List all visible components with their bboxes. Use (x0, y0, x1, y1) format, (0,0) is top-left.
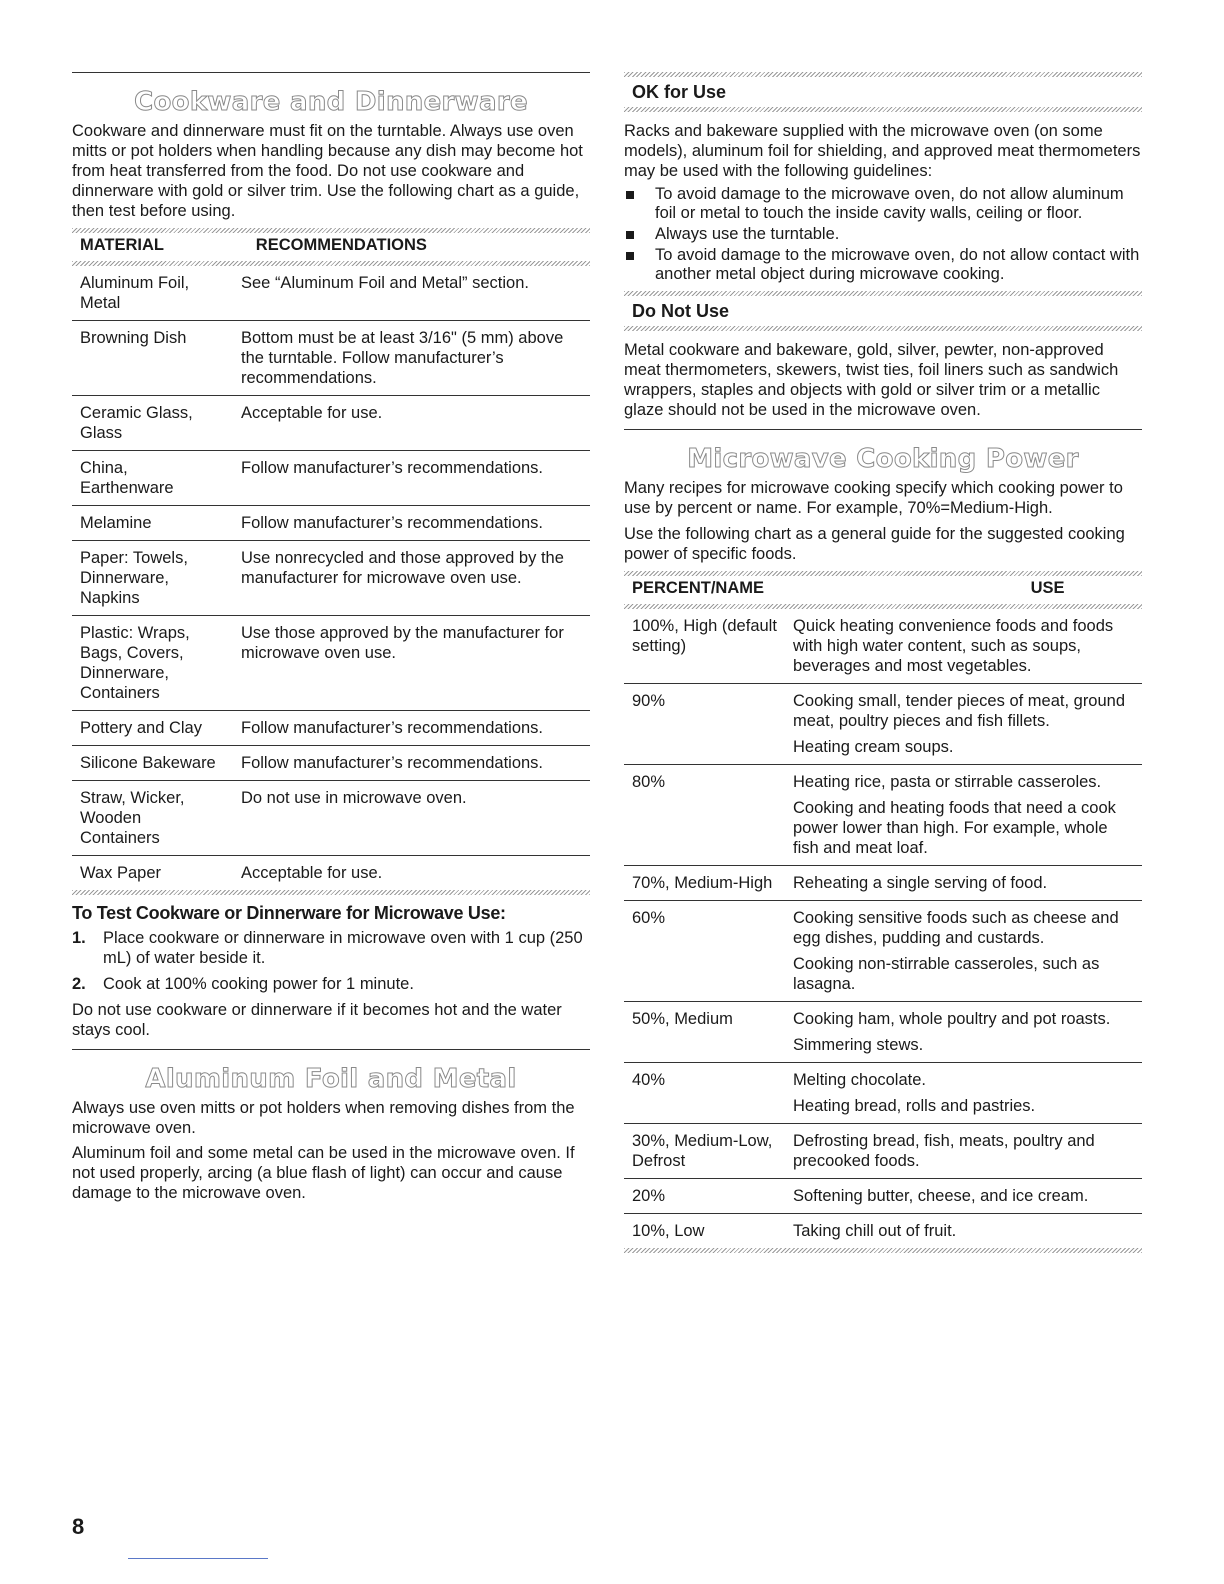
recommendation-cell: Follow manufacturer’s recommendations. (233, 506, 590, 541)
power-level-cell: 60% (624, 901, 785, 1002)
material-row (72, 321, 590, 396)
power-row (624, 866, 1142, 901)
recommendation-cell: Bottom must be at least 3/16" (5 mm) above the turntable. Follow manufacturer’s recommendations. (233, 321, 590, 396)
power-use-cell (785, 1002, 1142, 1063)
use-header: USE (1030, 579, 1065, 597)
power-title: Microwave Cooking Power (687, 444, 1079, 474)
material-cell: Silicone Bakeware (72, 746, 233, 781)
recommendation-cell: Acceptable for use. (233, 856, 590, 891)
material-row (72, 506, 590, 541)
power-level-cell: 40% (624, 1063, 785, 1124)
power-level-cell: 90% (624, 684, 785, 765)
ok-intro: Racks and bakeware supplied with the microwave oven (on some models), aluminum foil for shielding, and approved meat thermometers may be used with the following guidelines: (624, 122, 1141, 180)
power-level-cell: 10%, Low (624, 1214, 785, 1249)
use-text: Defrosting bread, fish, meats, poultry and precooked foods. (793, 1132, 1095, 1170)
ok-for-use-heading: OK for Use (632, 82, 727, 102)
material-row (72, 616, 590, 711)
material-cell: Melamine (72, 506, 233, 541)
power-row (624, 1002, 1142, 1063)
recommendation-cell: Use those approved by the manufacturer for microwave oven use. (233, 616, 590, 711)
ok-bullets (624, 185, 1142, 284)
power-level-cell: 50%, Medium (624, 1002, 785, 1063)
power-use-cell (785, 684, 1142, 765)
power-row (624, 1063, 1142, 1124)
power-level-cell: 100%, High (default setting) (632, 617, 777, 655)
step-item (72, 974, 590, 994)
right-column (624, 0, 1142, 1253)
material-cell: China, Earthenware (72, 451, 233, 506)
power-use-cell (785, 866, 1142, 901)
material-table (72, 233, 590, 261)
power-use-cell (785, 1179, 1142, 1214)
step-number: 2. (72, 975, 86, 993)
material-table-body (72, 266, 590, 890)
use-text: Heating cream soups. (793, 738, 954, 756)
power-use-cell (785, 901, 1142, 1002)
cookware-intro: Cookware and dinnerware must fit on the turntable. Always use oven mitts or pot holders when handling because any dish may become hot from heat transferred from the food. Do not use cookware and dinnerware with gold or silver trim. Use the following chart as a guide, then test before using. (72, 122, 583, 220)
step-item (72, 928, 590, 968)
test-heading: To Test Cookware or Dinnerware for Microwave Use: (72, 903, 506, 923)
material-cell: Straw, Wicker, Wooden Containers (72, 781, 233, 856)
power-level-cell: 80% (624, 765, 785, 866)
power-level-cell: 30%, Medium-Low, Defrost (624, 1124, 785, 1179)
use-text: Quick heating convenience foods and foods with high water content, such as soups, beverages and most vegetables. (793, 617, 1114, 675)
use-text: Melting chocolate. (793, 1071, 926, 1089)
power-row (624, 901, 1142, 1002)
recommendation-cell: See “Aluminum Foil and Metal” section. (241, 274, 529, 292)
use-text: Heating bread, rolls and pastries. (793, 1097, 1036, 1115)
use-text: Softening butter, cheese, and ice cream. (793, 1187, 1089, 1205)
aluminum-p2: Aluminum foil and some metal can be used in the microwave oven. If not used properly, arcing (a blue flash of light) can occur and cause damage to the microwave oven. (72, 1144, 575, 1202)
material-cell: Paper: Towels, Dinnerware, Napkins (72, 541, 233, 616)
bullet-item: To avoid damage to the microwave oven, do not allow aluminum foil or metal to touch the inside cavity walls, ceiling or floor. (624, 185, 1142, 223)
do-not-use-heading: Do Not Use (632, 301, 730, 321)
power-row (624, 1214, 1142, 1249)
material-cell: Pottery and Clay (72, 711, 233, 746)
power-use-cell (785, 1214, 1142, 1249)
material-cell: Aluminum Foil, Metal (80, 274, 190, 312)
use-text: Cooking sensitive foods such as cheese and egg dishes, pudding and custards. (793, 909, 1119, 947)
table-divider (624, 1248, 1142, 1253)
power-use-cell (785, 609, 1142, 684)
aluminum-title: Aluminum Foil and Metal (145, 1064, 517, 1094)
power-p2: Use the following chart as a general guide for the suggested cooking power of specific foods. (624, 525, 1125, 563)
power-table (624, 576, 1142, 604)
power-level-cell: 70%, Medium-High (624, 866, 785, 901)
recommendation-cell: Acceptable for use. (233, 396, 590, 451)
use-text: Heating rice, pasta or stirrable casseroles. (793, 773, 1102, 791)
material-cell: Wax Paper (72, 856, 233, 891)
use-text: Cooking small, tender pieces of meat, ground meat, poultry pieces and fish fillets. (793, 692, 1126, 730)
power-p1: Many recipes for microwave cooking specify which cooking power to use by percent or name. For example, 70%=Medium-High. (624, 479, 1123, 517)
footer-line (128, 1558, 268, 1559)
bullet-item: To avoid damage to the microwave oven, do not allow contact with another metal object during microwave cooking. (624, 246, 1142, 284)
use-text: Taking chill out of fruit. (793, 1222, 957, 1240)
power-use-cell (785, 765, 1142, 866)
material-row (72, 746, 590, 781)
material-row (72, 541, 590, 616)
power-table-body (624, 609, 1142, 1248)
use-text: Cooking non-stirrable casseroles, such as lasagna. (793, 955, 1100, 993)
test-steps (72, 928, 590, 994)
use-text: Reheating a single serving of food. (793, 874, 1048, 892)
use-text: Simmering stews. (793, 1036, 924, 1054)
recommendations-header: RECOMMENDATIONS (255, 236, 427, 254)
step-text: Cook at 100% cooking power for 1 minute. (103, 975, 414, 993)
recommendation-cell: Follow manufacturer’s recommendations. (233, 451, 590, 506)
use-text: Cooking ham, whole poultry and pot roasts. (793, 1010, 1111, 1028)
material-row (72, 781, 590, 856)
material-cell: Plastic: Wraps, Bags, Covers, Dinnerware, Containers (72, 616, 233, 711)
material-cell: Ceramic Glass, Glass (72, 396, 233, 451)
cookware-title: Cookware and Dinnerware (134, 87, 528, 117)
percent-header: PERCENT/NAME (632, 579, 765, 597)
material-row (72, 266, 590, 321)
power-row (624, 609, 1142, 684)
power-use-cell (785, 1063, 1142, 1124)
aluminum-p1: Always use oven mitts or pot holders when removing dishes from the microwave oven. (72, 1099, 575, 1137)
page-number: 8 (72, 1514, 85, 1539)
do-not-use-text: Metal cookware and bakeware, gold, silver, pewter, non-approved meat thermometers, skewers, twist ties, foil liners such as sandwich wrappers, staples and objects with gold or silver trim or a metallic glaze should not be used in the microwave oven. (624, 341, 1119, 419)
left-column (72, 0, 590, 1203)
power-use-cell (785, 1124, 1142, 1179)
power-row (624, 684, 1142, 765)
recommendation-cell: Follow manufacturer’s recommendations. (233, 711, 590, 746)
power-row (624, 1179, 1142, 1214)
material-row (72, 856, 590, 891)
power-level-cell: 20% (624, 1179, 785, 1214)
use-text: Cooking and heating foods that need a cook power lower than high. For example, whole fish and meat loaf. (793, 799, 1116, 857)
recommendation-cell: Use nonrecycled and those approved by the manufacturer for microwave oven use. (233, 541, 590, 616)
step-number: 1. (72, 929, 86, 947)
material-cell: Browning Dish (72, 321, 233, 396)
material-row (72, 711, 590, 746)
material-header: MATERIAL (80, 236, 165, 254)
step-text: Place cookware or dinnerware in microwave oven with 1 cup (250 mL) of water beside it. (103, 929, 583, 967)
power-row (624, 765, 1142, 866)
power-row (624, 1124, 1142, 1179)
material-row (72, 396, 590, 451)
recommendation-cell: Follow manufacturer’s recommendations. (233, 746, 590, 781)
test-note: Do not use cookware or dinnerware if it becomes hot and the water stays cool. (72, 1001, 562, 1039)
bullet-item: Always use the turntable. (624, 225, 1142, 244)
recommendation-cell: Do not use in microwave oven. (233, 781, 590, 856)
material-row (72, 451, 590, 506)
